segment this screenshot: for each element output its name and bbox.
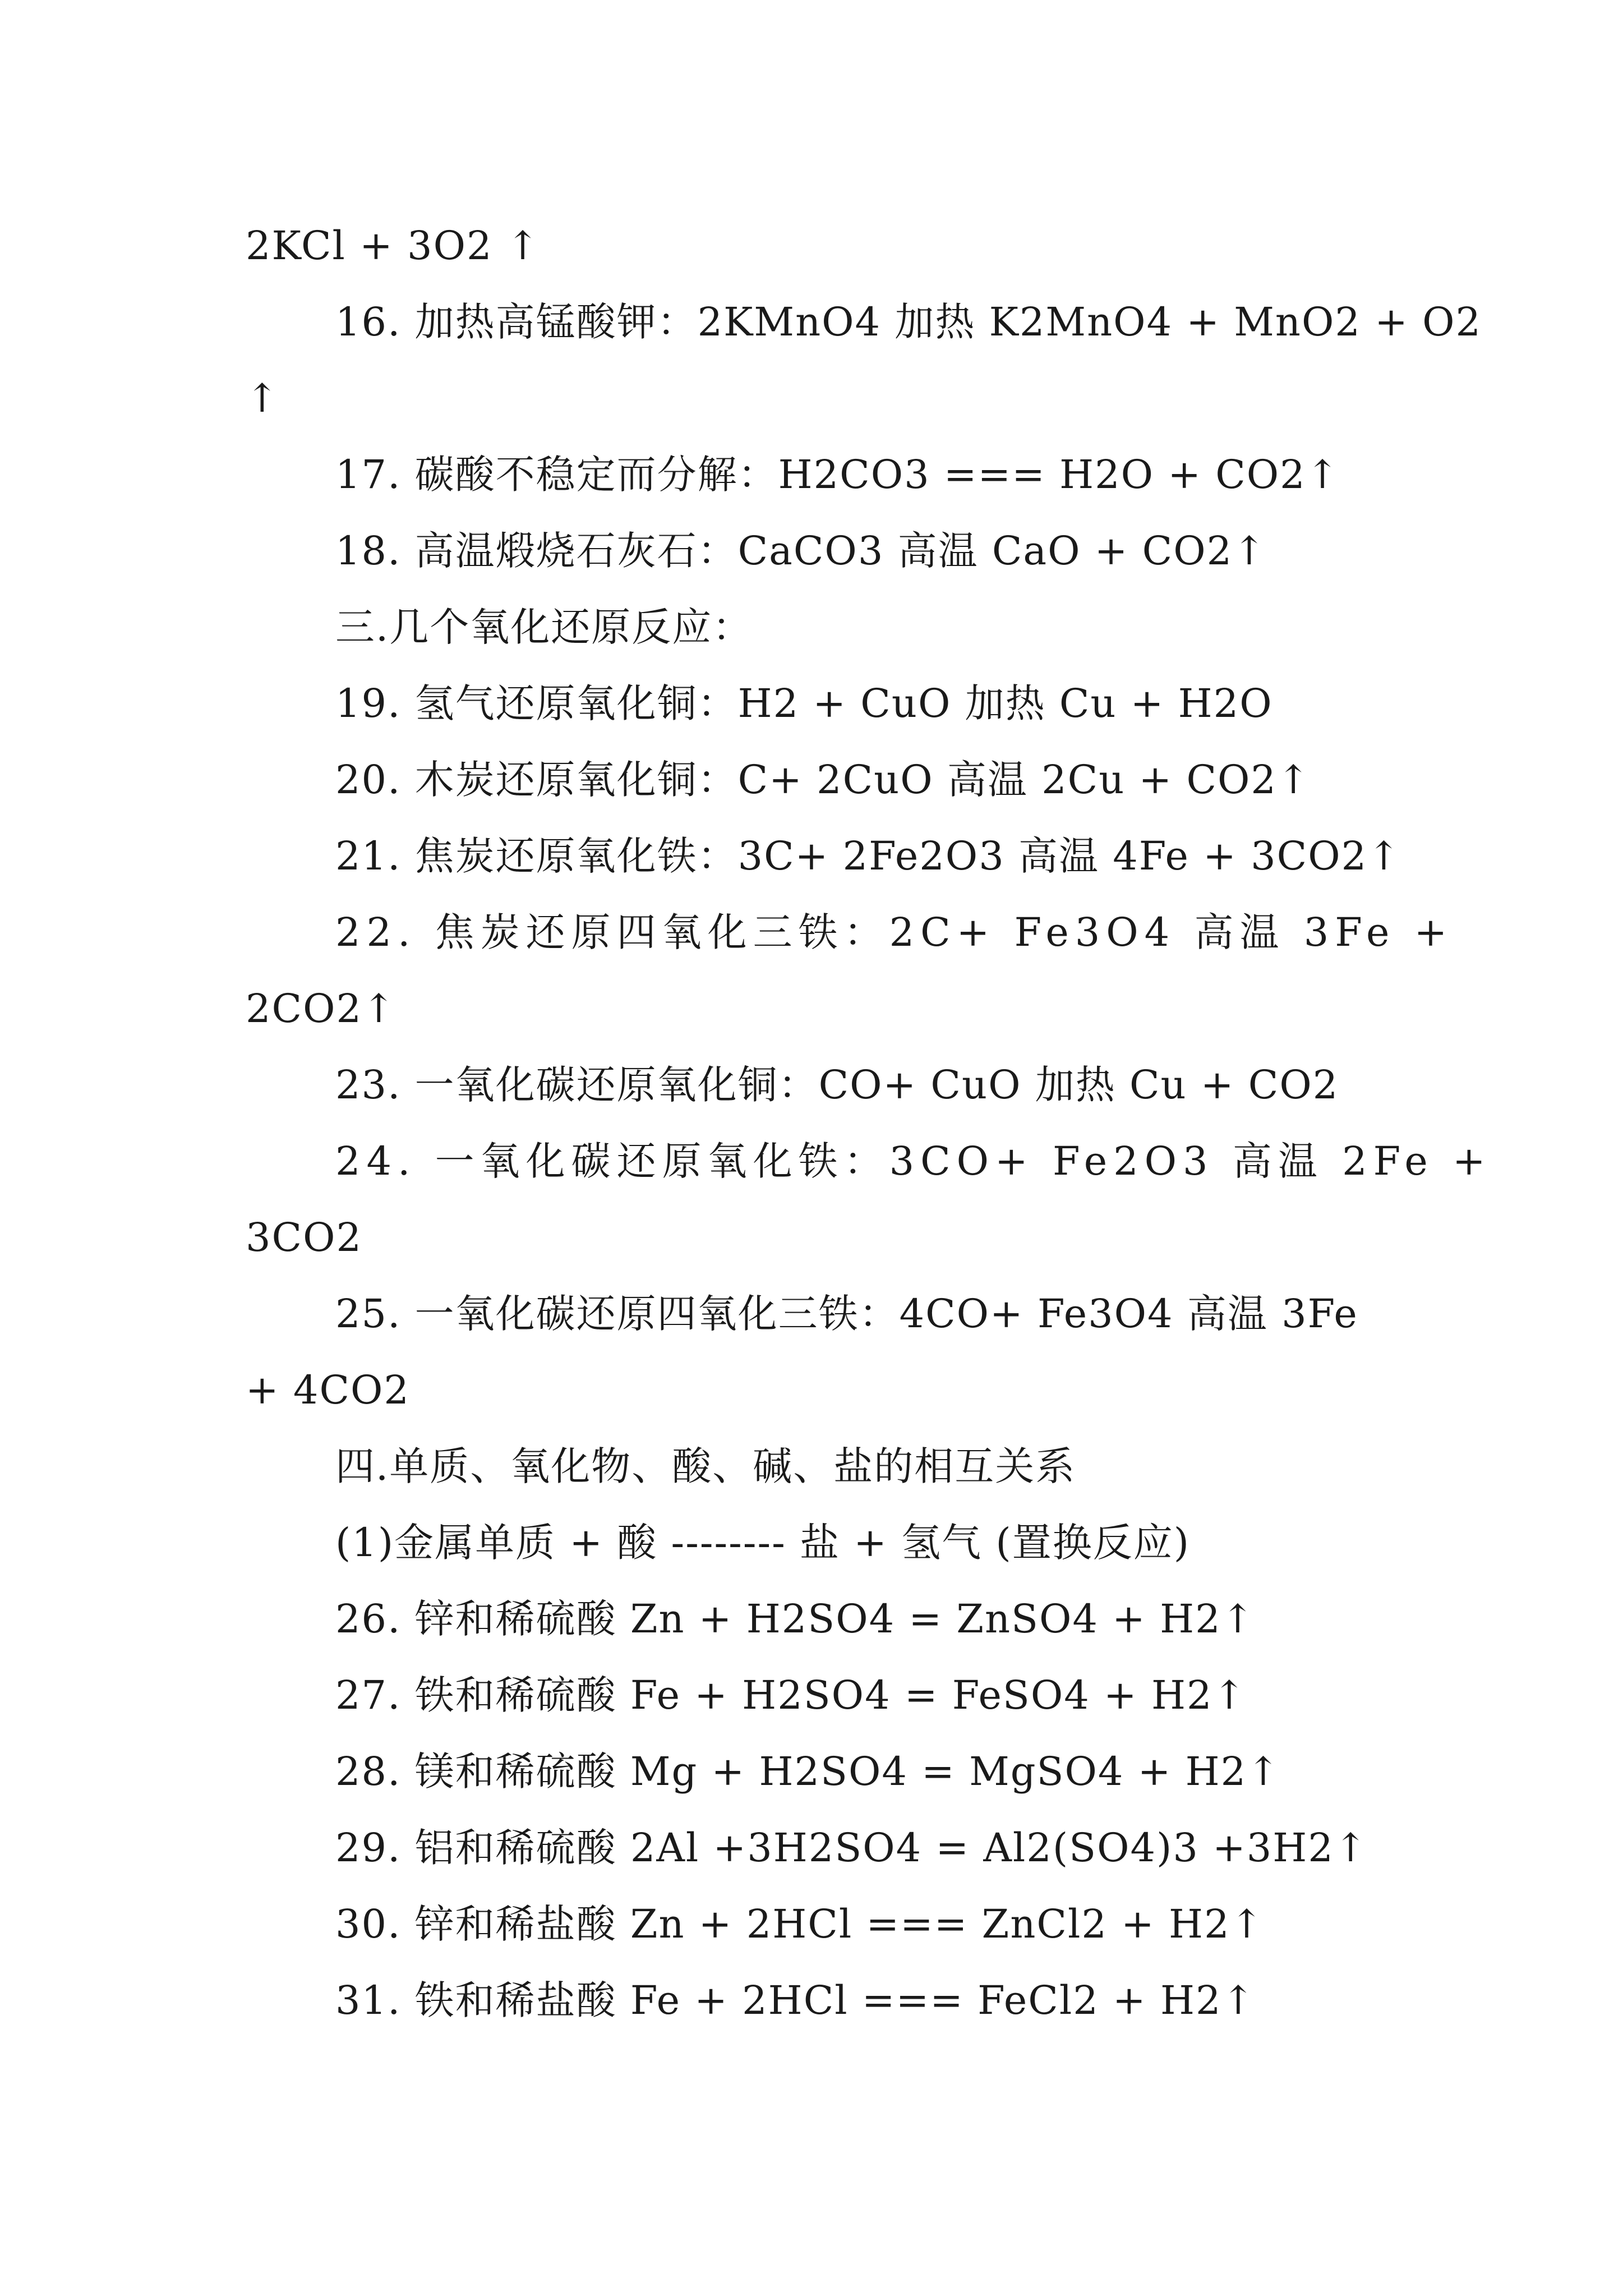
text-line-16: + 4CO2 — [246, 1367, 410, 1413]
text-line-24: 31. 铁和稀盐酸 Fe + 2HCl === FeCl2 + H2↑ — [335, 1977, 1256, 2023]
text-line-22: 29. 铝和稀硫酸 2Al +3H2SO4 = Al2(SO4)3 +3H2↑ — [335, 1825, 1368, 1871]
text-line-15: 25. 一氧化碳还原四氧化三铁：4CO+ Fe3O4 高温 3Fe — [335, 1291, 1358, 1337]
subsection-heading-1: (1)金属单质 + 酸 -------- 盐 + 氢气 (置换反应) — [335, 1520, 1191, 1566]
text-line-11: 2CO2↑ — [246, 986, 396, 1032]
text-line-12: 23. 一氧化碳还原氧化铜：CO+ CuO 加热 Cu + CO2 — [335, 1062, 1339, 1108]
text-line-1: 2KCl + 3O2 ↑ — [246, 223, 541, 269]
section-heading-4: 四.单质、氧化物、酸、碱、盐的相互关系 — [335, 1443, 1076, 1489]
text-line-14: 3CO2 — [246, 1214, 363, 1260]
text-line-8: 20. 木炭还原氧化铜：C+ 2CuO 高温 2Cu + CO2↑ — [335, 757, 1311, 803]
text-line-21: 28. 镁和稀硫酸 Mg + H2SO4 = MgSO4 + H2↑ — [335, 1749, 1281, 1795]
text-line-10: 22. 焦炭还原四氧化三铁：2C+ Fe3O4 高温 3Fe + — [335, 909, 1454, 955]
text-line-9: 21. 焦炭还原氧化铁：3C+ 2Fe2O3 高温 4Fe + 3CO2↑ — [335, 833, 1401, 879]
text-line-3: ↑ — [246, 375, 280, 421]
text-line-20: 27. 铁和稀硫酸 Fe + H2SO4 = FeSO4 + H2↑ — [335, 1672, 1247, 1718]
text-line-2: 16. 加热高锰酸钾：2KMnO4 加热 K2MnO4 + MnO2 + O2 — [335, 299, 1482, 345]
text-line-5: 18. 高温煅烧石灰石：CaCO3 高温 CaO + CO2↑ — [335, 528, 1267, 574]
section-heading-3: 三.几个氧化还原反应： — [335, 604, 753, 650]
text-line-13: 24. 一氧化碳还原氧化铁：3CO+ Fe2O3 高温 2Fe + — [335, 1138, 1492, 1184]
text-line-4: 17. 碳酸不稳定而分解：H2CO3 === H2O + CO2↑ — [335, 452, 1340, 498]
text-line-7: 19. 氢气还原氧化铜：H2 + CuO 加热 Cu + H2O — [335, 680, 1273, 726]
text-line-23: 30. 锌和稀盐酸 Zn + 2HCl === ZnCl2 + H2↑ — [335, 1901, 1265, 1947]
text-line-19: 26. 锌和稀硫酸 Zn + H2SO4 = ZnSO4 + H2↑ — [335, 1596, 1256, 1642]
